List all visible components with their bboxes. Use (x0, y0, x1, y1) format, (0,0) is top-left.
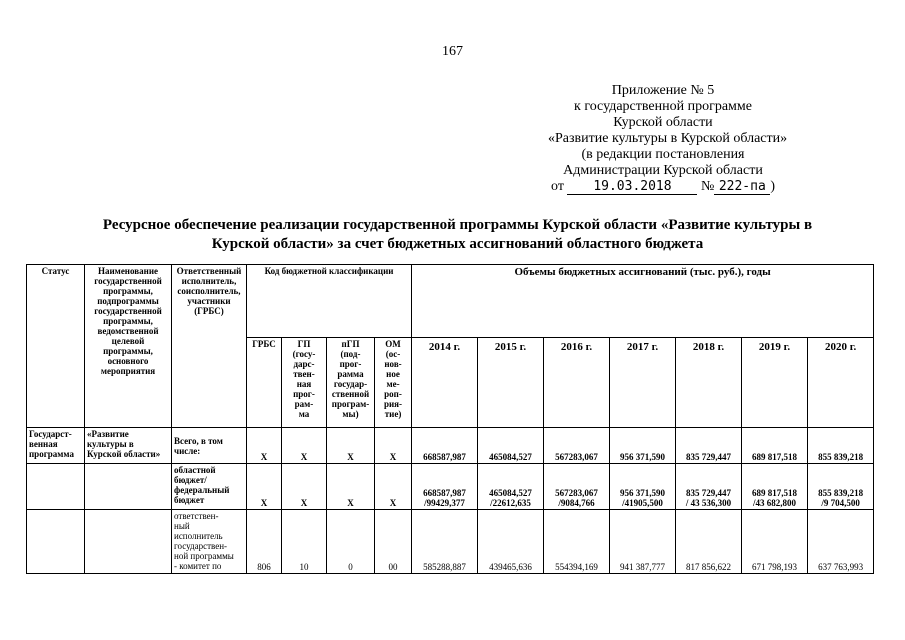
pgp-header: пГП (под- прог- рамма государ- ственной програм- мы) (327, 338, 375, 428)
title-line: Ресурсное обеспечение реализации государственной программы Курской области «Развитие культуры в (102, 217, 813, 233)
year-header: 2015 г. (478, 338, 544, 428)
table-row (27, 510, 874, 574)
year-header: 2020 г. (808, 338, 874, 428)
name-cell (85, 510, 172, 574)
appendix-header (548, 83, 788, 195)
appendix-line: Курской области (613, 115, 713, 130)
header-row (27, 265, 874, 338)
value-cell: 689 817,518 /43 682,800 (742, 464, 808, 510)
appendix-line: «Развитие культуры в Курской области» (548, 131, 788, 146)
value-cell: 689 817,518 (742, 428, 808, 464)
value-cell: 439465,636 (478, 510, 544, 574)
value-cell: 956 371,590 (610, 428, 676, 464)
resolution-date: 19.03.2018 (567, 180, 697, 195)
gp-cell: Х (282, 464, 327, 510)
status-cell (27, 510, 85, 574)
appendix-line: Администрации Курской области (563, 163, 763, 178)
value-cell: 835 729,447 / 43 536,300 (676, 464, 742, 510)
pgp-cell: Х (327, 464, 375, 510)
appendix-line: к государственной программе (574, 99, 752, 114)
appendix-line: (в редакции постановления (581, 147, 745, 162)
document-title (90, 216, 825, 254)
year-header: 2019 г. (742, 338, 808, 428)
status-cell (27, 464, 85, 510)
value-cell: 567283,067 /9084,766 (544, 464, 610, 510)
value-cell: 554394,169 (544, 510, 610, 574)
number-suffix: ) (770, 179, 775, 194)
code-group-header: Код бюджетной классификации (247, 265, 412, 338)
gp-header: ГП (госу- дарс- твен- ная прог- рам- ма (282, 338, 327, 428)
page-number: 167 (442, 44, 463, 59)
om-cell: 00 (375, 510, 412, 574)
value-cell: 941 387,777 (610, 510, 676, 574)
appendix-date-line (548, 179, 778, 195)
gp-cell: Х (282, 428, 327, 464)
value-cell: 567283,067 (544, 428, 610, 464)
value-cell: 585288,887 (412, 510, 478, 574)
value-cell: 835 729,447 (676, 428, 742, 464)
grbs-cell: Х (247, 428, 282, 464)
name-cell: «Развитие культуры в Курской области» (85, 428, 172, 464)
pgp-cell: 0 (327, 510, 375, 574)
name-header: Наименование государственной программы, подпрограммы государственной программы, ведомственной целевой программы, основного мероприятия (85, 265, 172, 428)
title-line: Курской области» за счет бюджетных ассигнований областного бюджета (211, 236, 704, 252)
value-cell: 855 839,218 (808, 428, 874, 464)
grbs-cell: 806 (247, 510, 282, 574)
year-header: 2018 г. (676, 338, 742, 428)
year-header: 2014 г. (412, 338, 478, 428)
number-prefix: № (700, 179, 715, 194)
budget-table (26, 264, 874, 574)
executor-cell: ответствен- ный исполнитель государствен- ной программы - комитет по (172, 510, 247, 574)
table-row (27, 428, 874, 464)
om-cell: Х (375, 428, 412, 464)
value-cell: 817 856,622 (676, 510, 742, 574)
table-row (27, 464, 874, 510)
executor-cell: областной бюджет/ федеральный бюджет (172, 464, 247, 510)
status-cell: Государст- венная программа (27, 428, 85, 464)
value-cell: 637 763,993 (808, 510, 874, 574)
value-cell: 465084,527 /22612,635 (478, 464, 544, 510)
value-cell: 465084,527 (478, 428, 544, 464)
value-cell: 668587,987 (412, 428, 478, 464)
name-cell (85, 464, 172, 510)
year-header: 2017 г. (610, 338, 676, 428)
pgp-cell: Х (327, 428, 375, 464)
value-cell: 956 371,590 /41905,500 (610, 464, 676, 510)
executor-cell: Всего, в том числе: (172, 428, 247, 464)
value-cell: 668587,987 /99429,377 (412, 464, 478, 510)
executor-header: Ответственный исполнитель, соисполнитель, участники (ГРБС) (172, 265, 247, 428)
resolution-number: 222-па (714, 180, 770, 195)
date-prefix: от (551, 179, 564, 194)
value-cell: 855 839,218 /9 704,500 (808, 464, 874, 510)
grbs-header: ГРБС (247, 338, 282, 428)
volume-group-header: Объемы бюджетных ассигнований (тыс. руб.), годы (412, 265, 874, 338)
status-header: Статус (27, 265, 85, 428)
year-header: 2016 г. (544, 338, 610, 428)
value-cell: 671 798,193 (742, 510, 808, 574)
om-cell: Х (375, 464, 412, 510)
grbs-cell: Х (247, 464, 282, 510)
om-header: ОМ (ос- нов- ное ме- роп- рия- тие) (375, 338, 412, 428)
gp-cell: 10 (282, 510, 327, 574)
appendix-line: Приложение № 5 (611, 83, 715, 98)
